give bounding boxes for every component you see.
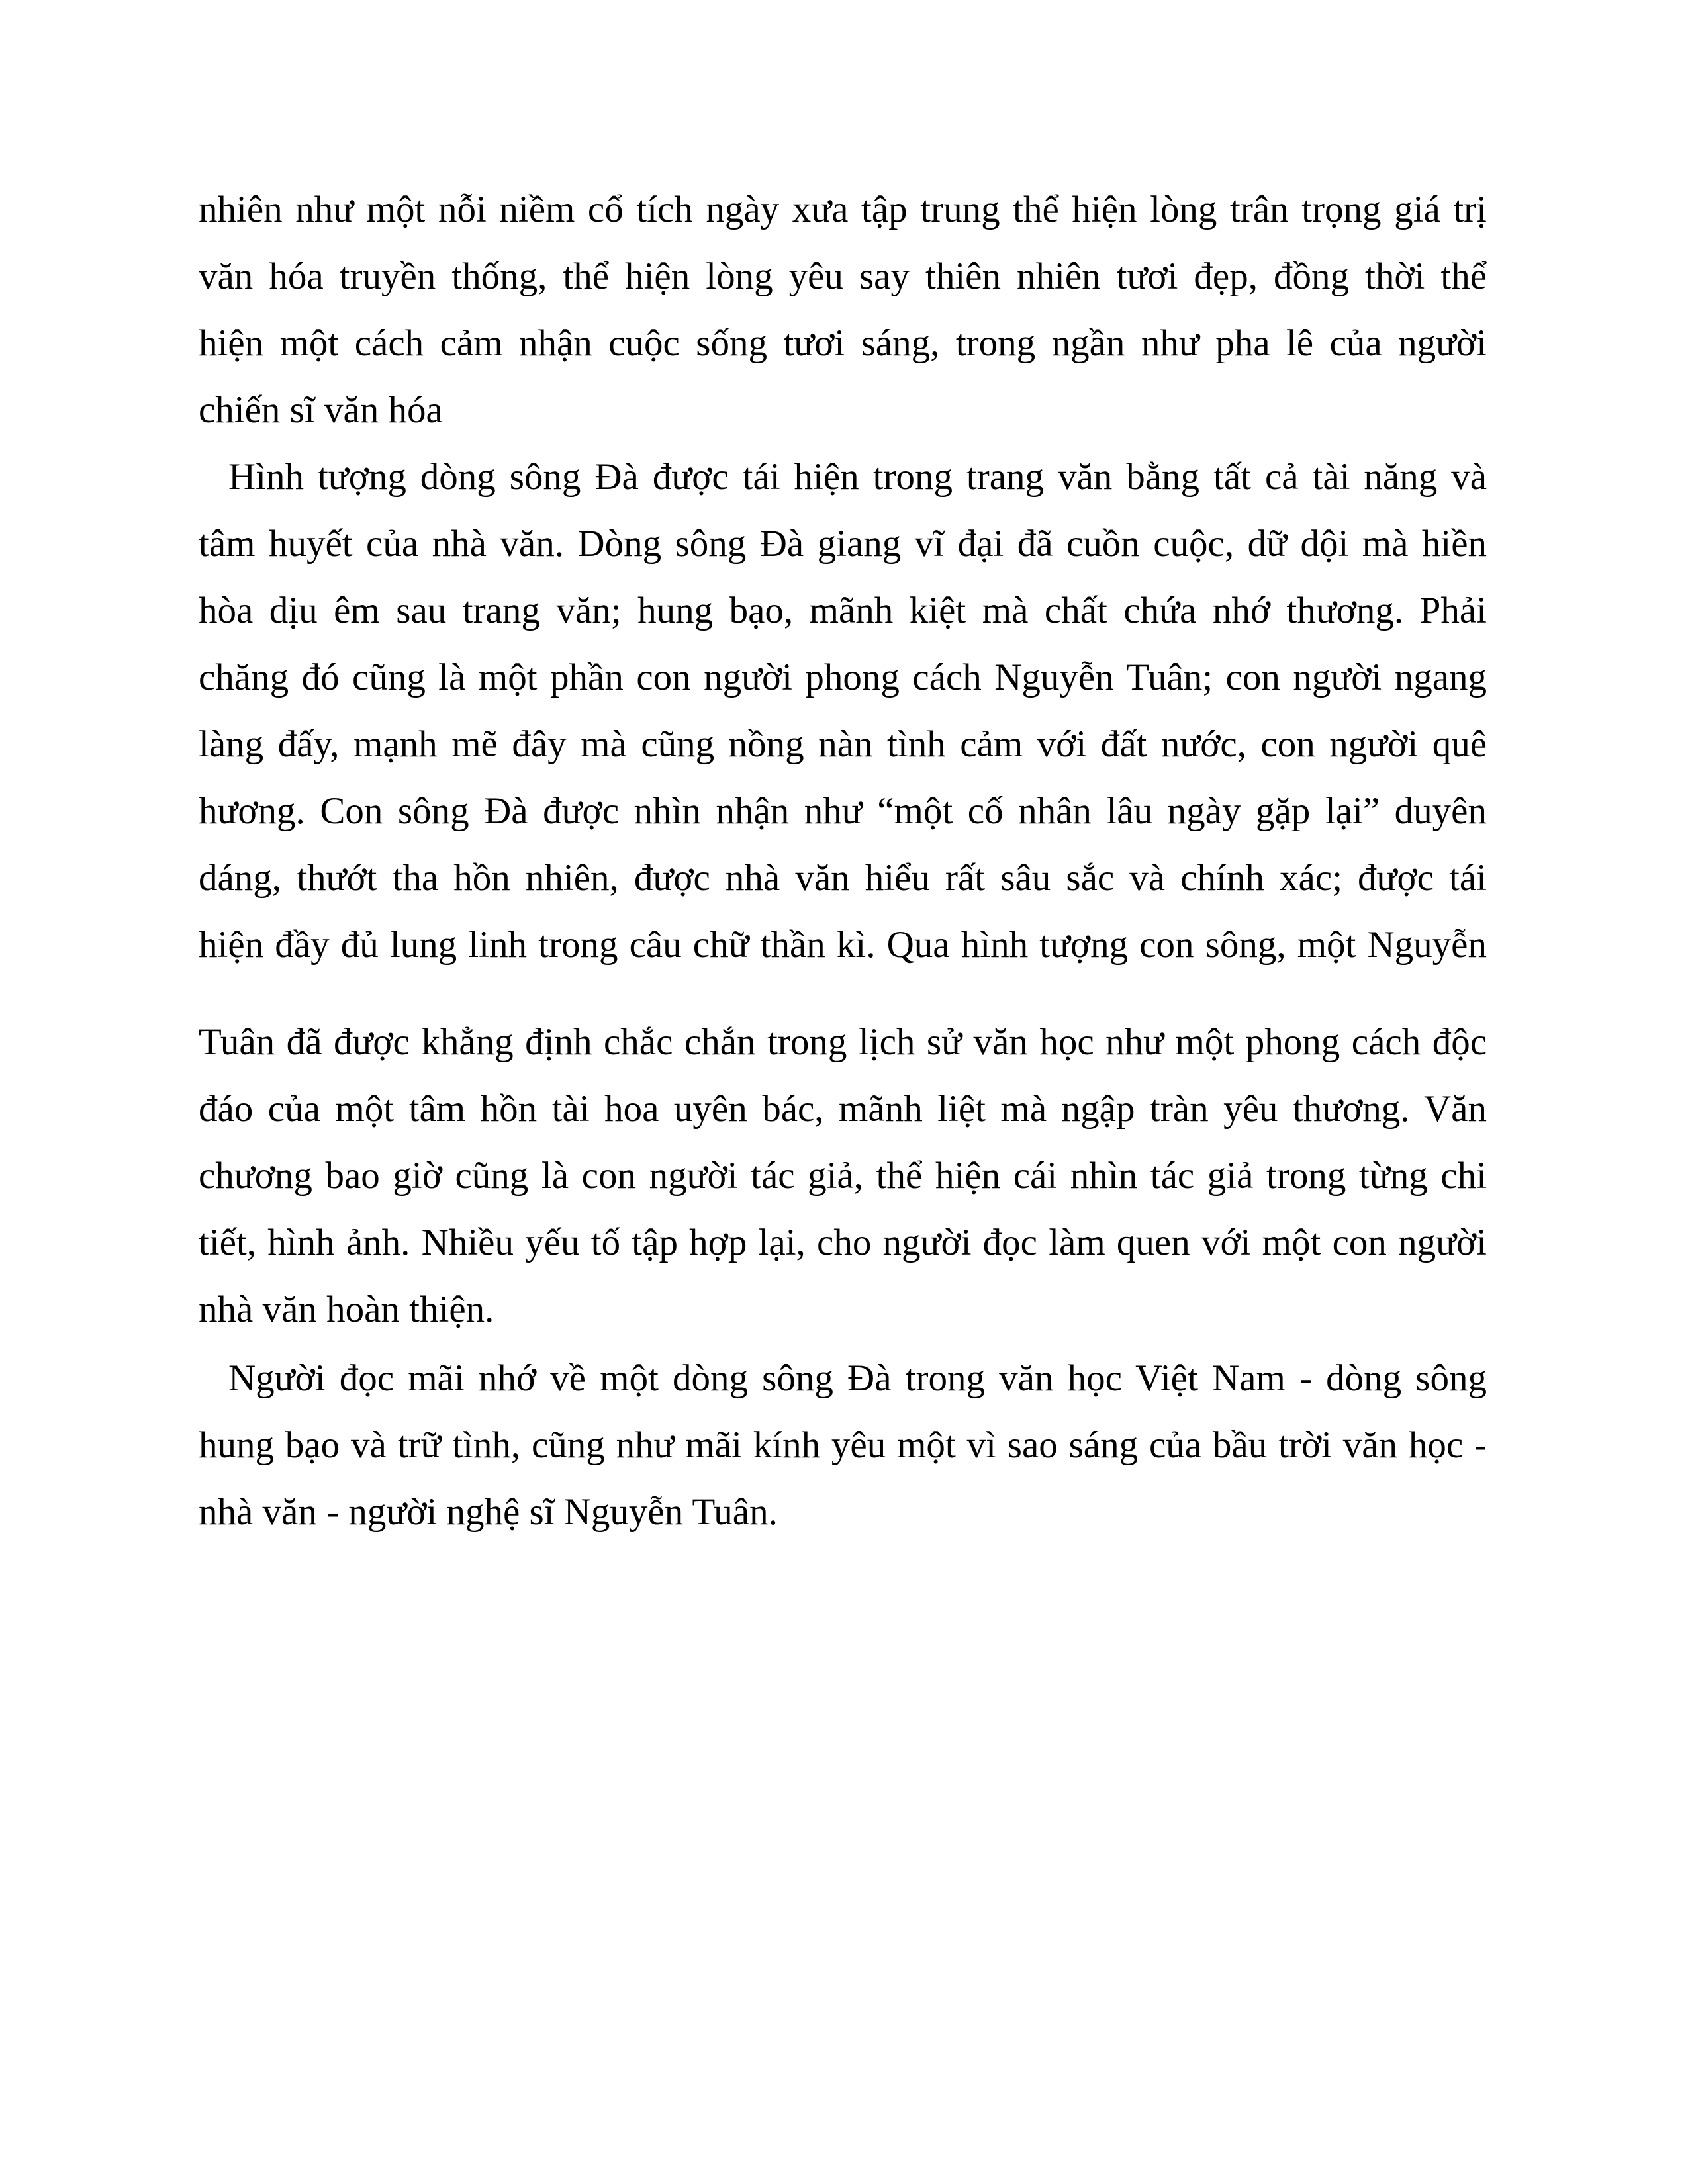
text-line: dáng, thướt tha hồn nhiên, được nhà văn hiểu rất sâu sắc và chính xác; được tái — [199, 857, 1487, 899]
text-line: tiết, hình ảnh. Nhiều yếu tố tập hợp lại, cho người đọc làm quen với một con người — [199, 1222, 1487, 1263]
paragraph-block-1 — [199, 176, 1487, 978]
text-line: đáo của một tâm hồn tài hoa uyên bác, mãnh liệt mà ngập tràn yêu thương. Văn — [199, 1088, 1487, 1130]
text-line: hung bạo và trữ tình, cũng như mãi kính yêu một vì sao sáng của bầu trời văn học - — [199, 1424, 1487, 1466]
text-line: Người đọc mãi nhớ về một dòng sông Đà trong văn học Việt Nam - dòng sông — [228, 1357, 1487, 1399]
text-line: Tuân đã được khẳng định chắc chắn trong lịch sử văn học như một phong cách độc — [199, 1021, 1487, 1063]
text-line: hiện đầy đủ lung linh trong câu chữ thần kì. Qua hình tượng con sông, một Nguyễn — [199, 924, 1487, 966]
text-line: chiến sĩ văn hóa — [199, 389, 443, 431]
text-line: làng đấy, mạnh mẽ đây mà cũng nồng nàn tình cảm với đất nước, con người quê — [199, 723, 1487, 765]
text-line: tâm huyết của nhà văn. Dòng sông Đà giang vĩ đại đã cuồn cuộc, dữ dội mà hiền — [199, 523, 1487, 565]
text-line: văn hóa truyền thống, thể hiện lòng yêu say thiên nhiên tươi đẹp, đồng thời thể — [199, 255, 1487, 297]
text-line: nhà văn - người nghệ sĩ Nguyễn Tuân. — [199, 1491, 778, 1533]
text-line: hòa dịu êm sau trang văn; hung bạo, mãnh kiệt mà chất chứa nhớ thương. Phải — [199, 590, 1487, 631]
text-line: Hình tượng dòng sông Đà được tái hiện trong trang văn bằng tất cả tài năng và — [228, 456, 1487, 498]
text-line: hương. Con sông Đà được nhìn nhận như “một cố nhân lâu ngày gặp lại” duyên — [199, 790, 1487, 832]
text-line: chăng đó cũng là một phần con người phong cách Nguyễn Tuân; con người ngang — [199, 657, 1487, 698]
text-line: nhiên như một nỗi niềm cổ tích ngày xưa tập trung thể hiện lòng trân trọng giá trị — [199, 189, 1487, 230]
paragraph-block-3 — [199, 1345, 1487, 1545]
text-line: chương bao giờ cũng là con người tác giả, thể hiện cái nhìn tác giả trong từng chi — [199, 1155, 1487, 1197]
text-line: hiện một cách cảm nhận cuộc sống tươi sáng, trong ngần như pha lê của người — [199, 322, 1487, 364]
paragraph-block-2 — [199, 1009, 1487, 1343]
text-line: nhà văn hoàn thiện. — [199, 1289, 494, 1330]
